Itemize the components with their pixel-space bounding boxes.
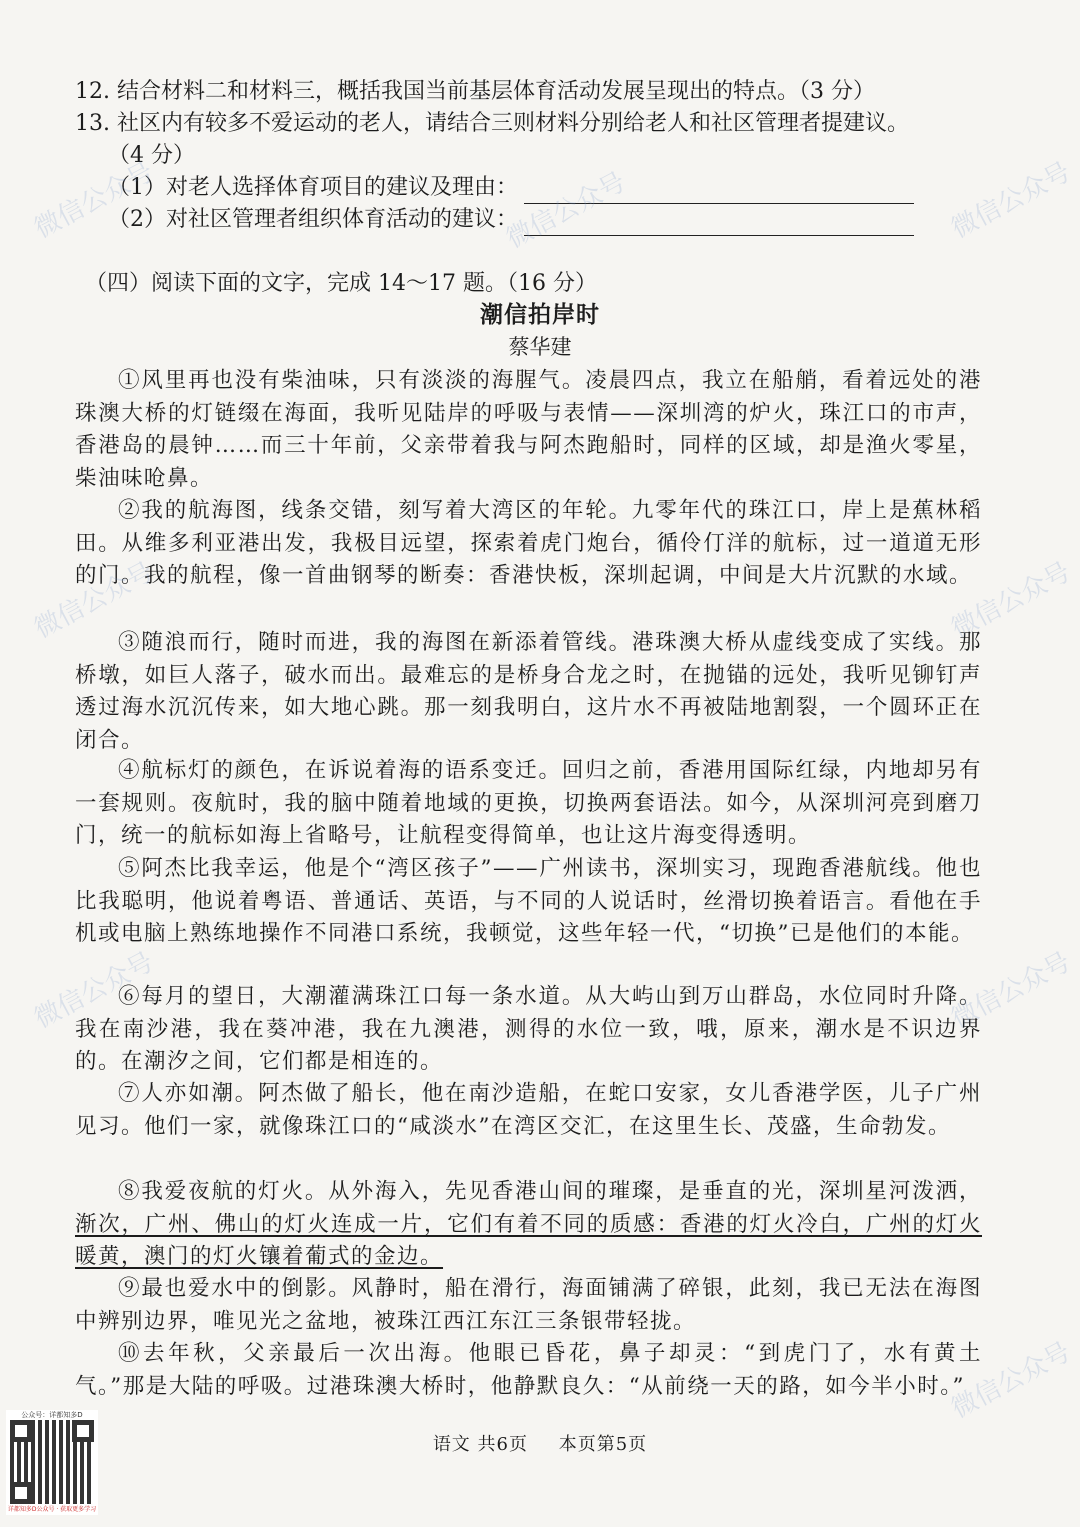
paragraph-8-underlined: 渐次，广州、佛山的灯火连成一片，它们有着不同的质感：香港的灯火冷白，广州的灯火暖黄，澳门的灯火镶着葡式的金边。 (75, 1211, 982, 1269)
qr-label: 公众号：详都知多D (21, 1411, 83, 1419)
watermark: 微信公众号 (946, 156, 1076, 245)
article-author: 蔡华建 (508, 335, 572, 359)
paragraph-9: ⑨最也爱水中的倒影。风静时，船在滑行，海面铺满了碎银，此刻，我已无法在海图中辨别边界，唯见光之盆地，被珠江西江东江三条银带轻拢。 (75, 1276, 982, 1334)
watermark: 微信公众号 (946, 946, 1076, 1035)
question-13-sub1-label: （1）对老人选择体育项目的建议及理由： (108, 175, 518, 200)
article-title: 潮信拍岸时 (480, 301, 600, 328)
paragraph-10: ⑩去年秋，父亲最后一次出海。他眼已昏花，鼻子却灵：“到虎门了，水有黄土气。”那是大陆的呼吸。过港珠澳大桥时，他静默良久：“从前绕一天的路，如今半小时。” (75, 1341, 982, 1399)
paragraph-4: ④航标灯的颜色，在诉说着海的语系变迁。回归之前，香港用国际红绿，内地却另有一套规则。夜航时，我的脑中随着地域的更换，切换两套语法。如今，从深圳河亮到磨刀门，统一的航标如海上省略号，让航程变得简单，也让这片海变得透明。 (75, 758, 982, 848)
paragraph-2: ②我的航海图，线条交错，刻写着大湾区的年轮。九零年代的珠江口，岸上是蕉林稻田。从维多利亚港出发，我极目远望，探索着虎门炮台，循伶仃洋的航标，过一道道无形的门。我的航程，像一首曲钢琴的断奏：香港快板，深圳起调，中间是大片沉默的水域。 (75, 498, 982, 588)
paragraph-7: ⑦人亦如潮。阿杰做了船长，他在南沙造船，在蛇口安家，女儿香港学医，儿子广州见习。他们一家，就像珠江口的“咸淡水”在湾区交汇，在这里生长、茂盛，生命勃发。 (75, 1081, 982, 1139)
footer-subject: 语文 共6页 (432, 1434, 528, 1455)
qr-code-icon (10, 1420, 94, 1504)
watermark: 微信公众号 (946, 1336, 1076, 1425)
question-12: 12. 结合材料二和材料三，概括我国当前基层体育活动发展呈现出的特点。（3 分） (75, 79, 875, 104)
paragraph-8-plain: ⑧我爱夜航的灯火。从外海入，先见香港山间的璀璨，是垂直的光，深圳星河泼洒， (118, 1179, 982, 1204)
paragraph-6: ⑥每月的望日，大潮灌满珠江口每一条水道。从大屿山到万山群岛，水位同时升降。我在南沙港，我在葵冲港，我在九澳港，测得的水位一致，哦，原来，潮水是不识边界的。在潮汐之间，它们都是相连的。 (75, 984, 982, 1074)
qr-code[interactable] (6, 1410, 98, 1515)
paragraph-1: ①风里再也没有柴油味，只有淡淡的海腥气。凌晨四点，我立在船艄，看着远处的港珠澳大桥的灯链缀在海面，我听见陆岸的呼吸与表情——深圳湾的炉火，珠江口的市声，香港岛的晨钟……而三十年前，父亲带着我与阿杰跑船时，同样的区域，却是渔火零星，柴油味呛鼻。 (75, 368, 982, 491)
question-13-score: （4 分） (108, 143, 195, 168)
watermark: 微信公众号 (29, 556, 159, 645)
watermark: 微信公众号 (501, 166, 631, 255)
qr-caption: 详都知多D公众号 · 获取更多学习 (7, 1506, 97, 1513)
section-heading: （四）阅读下面的文字，完成 14～17 题。（16 分） (85, 271, 597, 296)
paragraph-5: ⑤阿杰比我幸运，他是个“湾区孩子”——广州读书，深圳实习，现跑香港航线。他也比我聪明，他说着粤语、普通话、英语，与不同的人说话时，丝滑切换着语言。看他在手机或电脑上熟练地操作不同港口系统，我顿觉，这些年轻一代，“切换”已是他们的本能。 (75, 856, 982, 946)
question-13-sub2-label: （2）对社区管理者组织体育活动的建议： (108, 207, 518, 232)
question-13: 13. 社区内有较多不爱运动的老人，请结合三则材料分别给老人和社区管理者提建议。 (75, 111, 909, 136)
page-footer (0, 1430, 1080, 1456)
watermark: 微信公众号 (946, 556, 1076, 645)
paragraph-8 (75, 1176, 982, 1274)
paragraph-3: ③随浪而行，随时而进，我的海图在新添着管线。港珠澳大桥从虚线变成了实线。那桥墩，如巨人落子，破水而出。最难忘的是桥身合龙之时，在抛锚的远处，我听见铆钉声透过海水沉沉传来，如大地心跳。那一刻我明白，这片水不再被陆地割裂，一个圆环正在闭合。 (75, 630, 982, 753)
footer-page-number: 本页第5页 (558, 1434, 648, 1455)
watermark: 微信公众号 (29, 946, 159, 1035)
watermark: 微信公众号 (29, 156, 159, 245)
